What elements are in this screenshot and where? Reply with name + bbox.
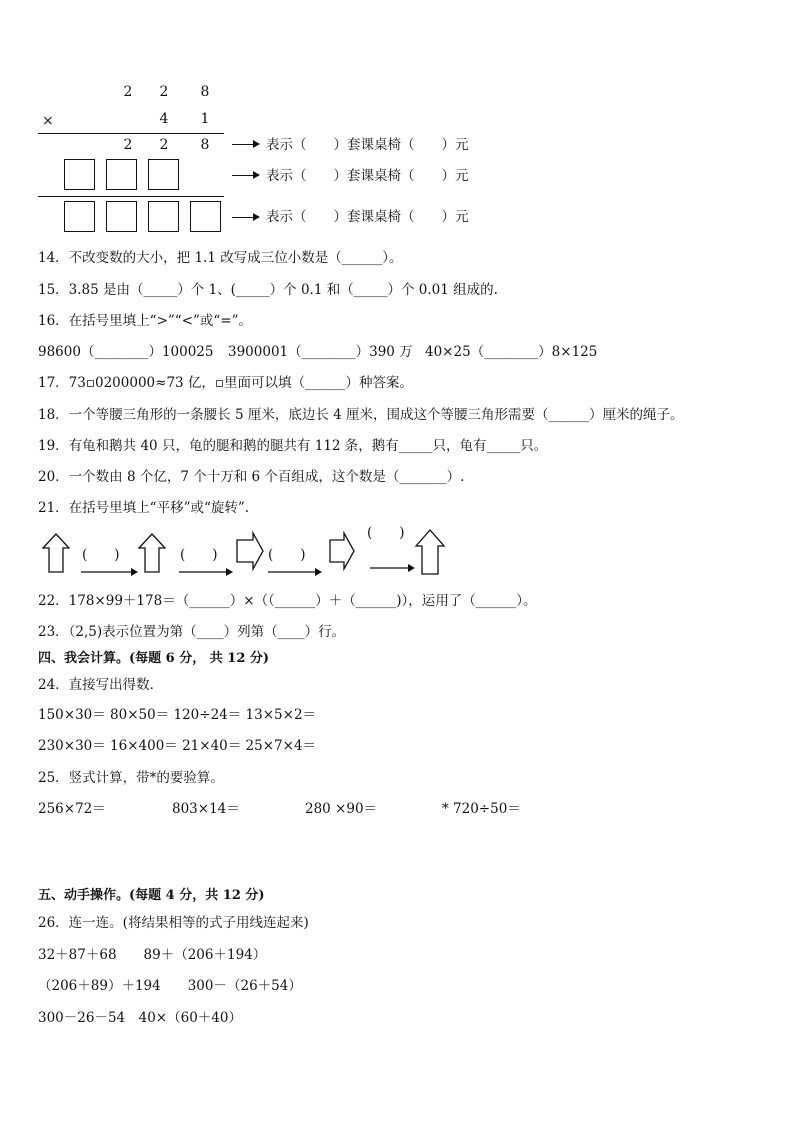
question-21: 21．在括号里填上“平移”或“旋转”.: [38, 500, 250, 516]
q21-blank[interactable]: ( ): [268, 547, 306, 563]
question-24: 24．直接写出得数．: [38, 677, 164, 693]
section-5-heading: 五、动手操作。(每题 4 分，共 12 分): [38, 888, 265, 903]
digit: 1: [200, 111, 210, 127]
section-4-heading: 四、我会计算。(每题 6 分， 共 12 分): [38, 651, 270, 666]
digit: 4: [159, 111, 169, 127]
arrow-line: [232, 217, 254, 218]
arrow-line: [232, 175, 254, 176]
question-25: 25．竖式计算，带*的要验算。: [38, 770, 224, 786]
answer-box[interactable]: [106, 159, 137, 190]
question-23: 23．（2,5)表示位置为第（____）列第（____）行。: [38, 624, 346, 640]
q24-row: 150×30＝ 80×50＝ 120÷24＝ 13×5×2＝: [38, 707, 317, 723]
q24-row: 230×30＝ 16×400＝ 21×40＝ 25×7×4＝: [38, 738, 317, 754]
question-16: 16．在括号里填上“>”“<”或“=”。: [38, 313, 253, 329]
answer-box[interactable]: [64, 159, 95, 190]
q26-row: 32＋87＋68 89＋（206＋194）: [38, 947, 267, 963]
row-label: 表示（ ）套课桌椅（ ）元: [266, 137, 469, 153]
answer-box[interactable]: [106, 201, 137, 232]
arrow-right-icon: [253, 171, 260, 179]
q16-item: 98600（________）100025: [38, 344, 214, 360]
q16-item: 40×25（________）8×125: [425, 344, 598, 360]
q16-item: 3900001（________）390 万: [228, 344, 413, 360]
question-26: 26．连一连。(将结果相等的式子用线连起来): [38, 915, 309, 931]
up-arrow-shape: [416, 530, 444, 574]
q26-row: 300－26－54 40×（60＋40）: [38, 1010, 242, 1026]
answer-box[interactable]: [148, 201, 179, 232]
arrow-right-icon: [253, 213, 260, 221]
divider-line: [38, 133, 224, 134]
right-arrow-shape: [330, 533, 354, 569]
question-14: 14．不改变数的大小，把 1.1 改写成三位小数是（______）。: [38, 250, 403, 266]
answer-box[interactable]: [190, 201, 221, 232]
q21-blank[interactable]: ( ): [82, 547, 120, 563]
digit: 2: [159, 137, 169, 153]
arrow-right-icon: [253, 140, 260, 148]
digit: 2: [159, 84, 169, 100]
q25-item: * 720÷50＝: [442, 801, 521, 817]
up-arrow-shape: [43, 534, 69, 572]
answer-box[interactable]: [148, 159, 179, 190]
question-20: 20．一个数由 8 个亿，7 个十万和 6 个百组成，这个数是（_______）.: [38, 469, 465, 485]
digit: 8: [200, 84, 210, 100]
q21-blank[interactable]: ( ): [180, 547, 218, 563]
question-18: 18．一个等腰三角形的一条腰长 5 厘米，底边长 4 厘米，围成这个等腰三角形需要（______）厘米的绳子。: [38, 407, 684, 423]
up-arrow-shape: [139, 534, 165, 572]
arrow-line: [232, 144, 254, 145]
digit: 2: [123, 84, 133, 100]
question-17: 17．73▫0200000≈73 亿，▫里面可以填（______）种答案。: [38, 375, 414, 391]
times-sign: ×: [42, 113, 54, 129]
right-arrow-shape: [237, 533, 263, 569]
row-label: 表示（ ）套课桌椅（ ）元: [266, 168, 469, 184]
digit: 2: [123, 137, 133, 153]
q25-item: 803×14＝: [172, 801, 240, 817]
q26-row: （206＋89）＋194 300－（26＋54）: [38, 978, 302, 994]
question-15: 15．3.85 是由（_____）个 1、(_____）个 0.1 和（_____）个 0.01 组成的.: [38, 282, 498, 298]
divider-line: [38, 196, 224, 197]
digit: 8: [200, 137, 210, 153]
question-19: 19．有龟和鹅共 40 只，龟的腿和鹅的腿共有 112 条，鹅有_____只，龟有_____只。: [38, 438, 548, 454]
question-22: 22．178×99＋178＝（______）×（（______）＋（______)），运用了（______）。: [38, 593, 537, 609]
q25-item: 256×72＝: [38, 801, 106, 817]
q25-item: 280 ×90＝: [305, 801, 378, 817]
answer-box[interactable]: [64, 201, 95, 232]
row-label: 表示（ ）套课桌椅（ ）元: [266, 209, 469, 225]
q21-blank[interactable]: ( ): [367, 525, 405, 541]
